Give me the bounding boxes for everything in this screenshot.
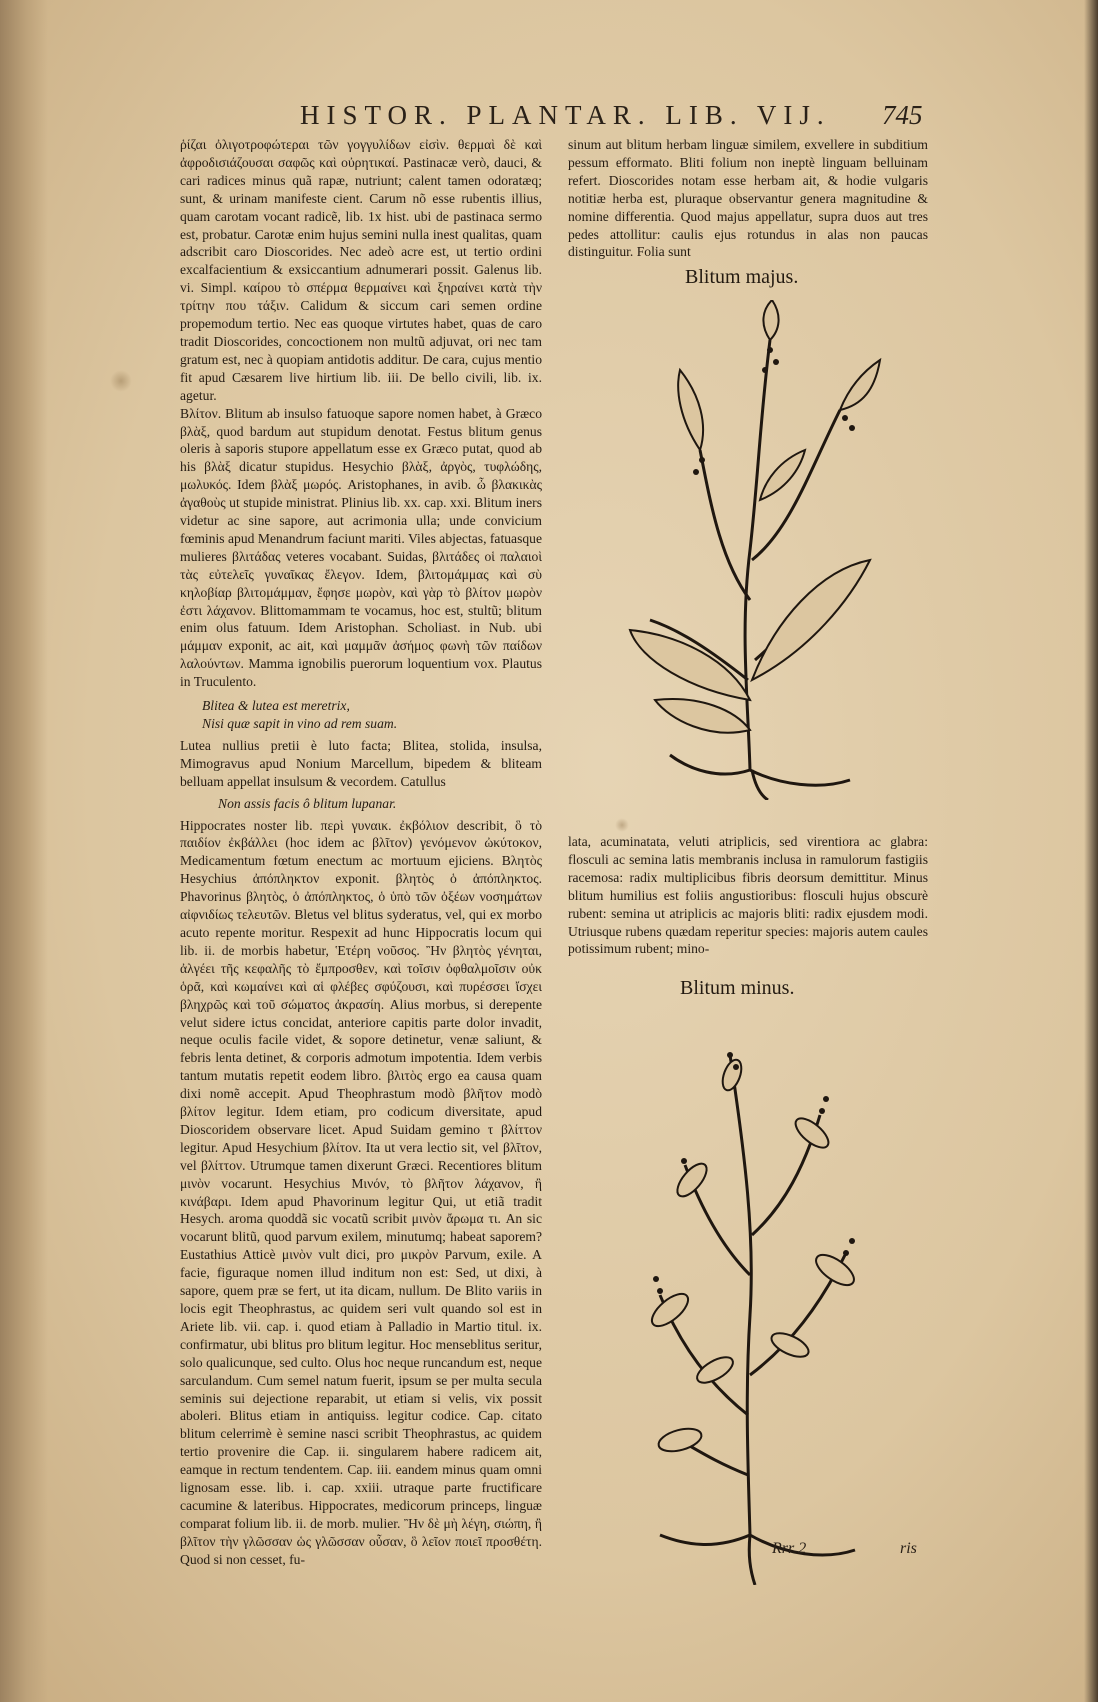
left-text-column xyxy=(180,136,542,1569)
caption-blitum-majus: Blitum majus. xyxy=(685,266,799,288)
verse-line: Blitea & lutea est meretrix, xyxy=(202,698,350,714)
paragraph-blitum-etymology: Βλίτον. Blitum ab insulso fatuoque sapore nomen habet, à Græco βλὰξ, quod bardum aut stupidum denotat. Festus blitum genus oleris à saporis stupore appellatum esse ex Græco putat, quod ab his βλὰξ dicatur stupidus. Hesychio βλὰξ, ἀργὸς, τυφλώδης, μωλυκός. Idem βλὰξ μωρός. Aristophanes, in avib. ὦ βλακικὰς ἀγαθοὺς ut stupide ministrat. Plinius lib. xx. cap. xxi. Blitum iners videtur ac sine sapore, aut acrimonia ulla; unde convicium fœminis apud Menandrum faciunt mariti. Viles abjectas, fatuasque mulieres βλιτάδας veteres vocabant. Suidas, βλιτάδες οἱ παλαιοὶ τὰς εὐτελεῖς γυναῖκας ἔλεγον. Idem, βλιτομάμμας καὶ σὺ κηλοβίαρ βλιτομάμμαν, ἔφησε μωρὸν, καὶ γὰρ τὸ βλίτον μωρὸν ἐστι λάχανον. Blittomammam te vocamus, hoc est, stultũ; blitum enim olus fatuum. Idem Aristophan. Scholiast. in Nub. ubi μάμμαν exponit, ac ait, καὶ μαμμᾶν ἀσήμος φωνὴ τῶν παίδων λαλούντων. Mamma ignobilis puerorum loquentium vox. Plautus in Truculento. xyxy=(180,405,542,690)
plautus-verse xyxy=(202,697,542,733)
verse-line: Nisi quæ sapit in vino ad rem suam. xyxy=(202,716,398,731)
right-text-middle: lata, acuminatata, veluti atriplicis, sed virentiora ac glabra: flosculi ac semina latis membranis inclusa in ramulorum fastigiis racemosa: radix multiplicibus fibris deorsum demittitur. Minus blitum humilius est foliis angustioribus: flosculi hujus obscurè rubent: semina ut atriplicis ac majoris bliti: radix ejusdem modi. Utriusque rubens quædam reperitur species: majoris autem caules potissimum rubent; mino- xyxy=(568,834,928,957)
paragraph-carum: ῥίζαι ὀλιγοτροφώτεραι τῶν γογγυλίδων εἰσὶν. θερμαὶ δὲ καὶ ἀφροδισιάζουσαι σαφῶς καὶ οὐρητικαί. Pastinacæ verò, dauci, & cari radices minus quã rapæ, nutriunt; calent tamen odoratæq; sunt, & urinam manifeste cient. Carum nõ esse rubentis illius, quam carotam vocant radicẽ, lib. 1x hist. ubi de pastinaca sermo est, probatur. Carotæ enim hujus semini nulla inest qualitas, quam adscribit caro Dioscorides. Nec adeò acre est, ut tertio ordini excalfacientium & exsiccantium adnumerari possit. Galenus lib. vi. Simpl. καίρου τὸ σπέρμα θερμαίνει καὶ ξηραίνει κατὰ τὴν τρίτην που τάξιν. Calidum & siccum cari semen ordine propemodum tertio. Nec eas quoque virtutes habet, quas de caro tradit Dioscorides, concoctionem non multũ adjuvat, ori nec tam gratum est, nec à quopiam antidotis additur. De cara, cujus mentio fit apud Cæsarem live hirtium lib. iii. De bello civili, lib. ix. agetur. xyxy=(180,137,542,403)
blitum-majus-woodcut xyxy=(600,300,900,800)
paragraph-hippocrates: Hippocrates noster lib. περὶ γυναικ. ἐκβόλιον describit, ὃ τὸ παιδίον ἐκβάλλει (hoc idem ac βλῖτον) γενόμενον ὠκύτοκον, Medicamentum fœtum enectum ac mortuum ejiciens. Βλητὸς Hesychius ἀπόπληκτον exponit. βλητὸς ὁ ἀπόπληκτος. Phavorinus βλητὸς, ὁ ἀπόπληκτος, ὁ ὑπὸ τῶν ὀξέων νοσημάτων αἰφνιδίως τελευτῶν. Bletus vel blitus syderatus, vel, qui ex morbo acuto repente moritur. Respexit ad hunc Hippocratis locum qui lib. ii. de morbis habetur, Ἑτέρη νοῦσος. Ἢν βλητὸς γένηται, ἀλγέει τῆς κεφαλῆς τὸ ἔμπροσθεν, καὶ τοῖσιν ὀφθαλμοῖσιν οὐκ ὁρᾶ, καὶ κωμαίνει καὶ αἱ φλέβες σφύζουσι, καὶ πυρέσσει ἴσχει βληχρῶς καὶ τοῦ σώματος ἀκρασίη. Alius morbus, si derepente velut sidere ictus concidat, anteriore capitis parte dolor invadit, neque oculis facile videt, & sopore detinetur, venæ saliunt, & febris lenta detinet, & corporis admotum impotentia. Idem verbis tantum mutatis repetit eodem libro. βλιτὸς ergo ea causa quam dixi nomẽ accepit. Apud Theophrastum modò βλῆτον modò βλίτον legitur. Idem etiam, pro codicum diversitate, apud Dioscoridem observare licet. Apud Suidam gemino τ βλίττον legitur. Apud Hesychium βλίτον. Ita ut vera lectio sit, vel βλῖτον, vel βλίττον. Utrumque tamen dixerunt Græci. Recentiores blitum μινὸν vocarunt. Hesychius Μινόν, τὸ βλῆτον λάχανον, ἢ κινάβαρι. Idem apud Phavorinum legitur Qui, ut etiã tradit Hesych. aroma quoddã sic vocatũ scribit μινὸν ἄρωμα τι. An sic vocarunt blitũ, quod parvum exilem, minutumq; habeat saporem? Eustathius Atticè μινὸν vult dici, pro μικρὸν Parvum, exile. A facie, figuraque nomen illud inditum non est: Sed, ut dixi, à sapore, quem præ se fert, ut ita dicam, nullum. De Blito variis in locis egit Theophrastus, ac quidem seri vult quando sol est in Ariete lib. vii. cap. i. quod etiam à Palladio in Martio titul. ix. confirmatur, ubi blitus pro blitum legitur. Hoc menseblitus seritur, solo qualicunque, sed culto. Olus hoc neque runcandum est, neque sarculandum. Cum semel natum fuerit, ipsum se per multa secula seminis sui dejectione reparabit, ut etiam si velis, vix possit aboleri. Blitus etiam in antiquiss. legitur codice. Cap. citato blitum celerrimè è semine nasci scribit Theophrastus, ac quidem tertio provenire die Cap. ii. singularem habere radicem ait, eamque in rectum tendentem. Cap. iii. eandem minus quam omni lignosam esse. lib. i. cap. xxiii. utraque parte fructificare cacumine & lateribus. Hippocrates, medicorum princeps, linguæ comparat folium lib. ii. de morb. mulier. Ἢν δὲ μὴ λέγη, σιώπη, ἢ βλῖτον τὴν γλῶσσαν ὡς γλῶσσαν οὖσαν, ὃ λεῖον ποιεῖ προσθέτη. Quod si non cesset, fu- xyxy=(180,817,542,1567)
blitum-minus-woodcut xyxy=(600,1015,900,1585)
page-number: 745 xyxy=(882,100,923,130)
catchword: ris xyxy=(900,1540,917,1557)
signature-mark: Rrr 2 xyxy=(772,1540,807,1557)
running-head: HISTOR. PLANTAR. LIB. VIJ. xyxy=(300,100,831,130)
page-edge-shadow xyxy=(1084,0,1098,1702)
caption-blitum-minus: Blitum minus. xyxy=(680,977,795,999)
catullus-verse: Non assis facis ô blitum lupanar. xyxy=(218,795,397,811)
binding-gutter xyxy=(0,0,48,1702)
paper-stain xyxy=(615,818,629,832)
paragraph-lutea: Lutea nullius pretii è luto facta; Blitea, stolida, insulsa, Mimogravus apud Nonium Marcellum, bipedem & bliteam belluam appellat insulsum & vecordem. Catullus xyxy=(180,737,542,789)
right-text-upper: sinum aut blitum herbam linguæ similem, exvellere in subditium pessum efformato. Bliti folium non ineptè linguam belluinam refert. Dioscorides notam esse herbam ait, & hodie vulgaris notitiæ herba est, pluraque observantur genera magnitudine & nomine differentia. Quod majus appellatur, supra duos aut tres pedes attollitur: caulis ejus rotundus in alas non paucas distinguitur. Folia sunt xyxy=(568,137,928,260)
paper-stain xyxy=(110,370,132,392)
